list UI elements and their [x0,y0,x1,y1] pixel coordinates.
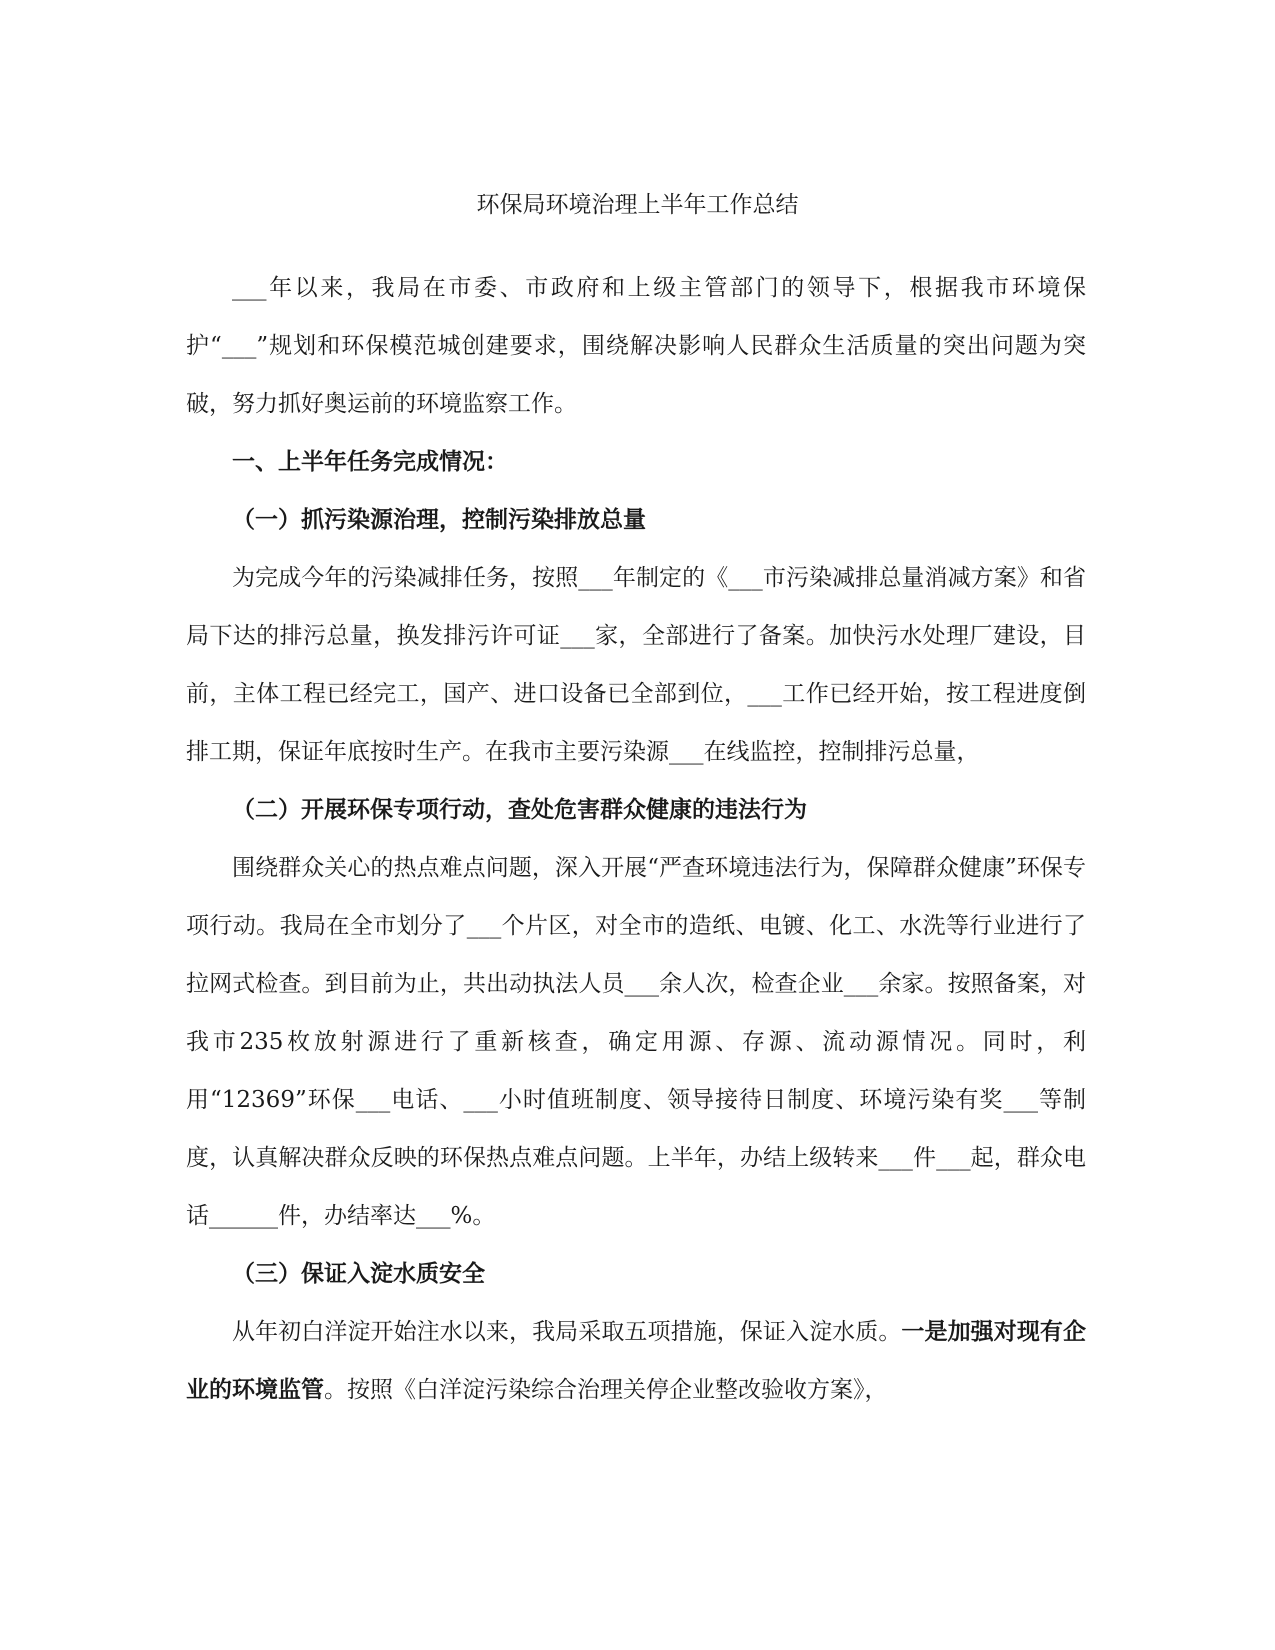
intro-paragraph: ___年以来，我局在市委、市政府和上级主管部门的领导下，根据我市环境保护“___”规划和环保模范城创建要求，围绕解决影响人民群众生活质量的突出问题为突破，努力抓好奥运前的环境监察工作。 [186,275,1086,417]
subsection-body-1: 为完成今年的污染减排任务，按照___年制定的《___市污染减排总量消减方案》和省局下达的排污总量，换发排污许可证___家，全部进行了备案。加快污水处理厂建设，目前，主体工程已经完工，国产、进口设备已全部到位，___工作已经开始，按工程进度倒排工期，保证年底按时生产。在我市主要污染源___在线监控，控制排污总量， [186,565,1087,765]
subsection-heading-1: （一）抓污染源治理，控制污染排放总量 [232,506,646,533]
subsection-body-2: 围绕群众关心的热点难点问题，深入开展“严查环境违法行为，保障群众健康”环保专项行动。我局在全市划分了___个片区，对全市的造纸、电镀、化工、水洗等行业进行了拉网式检查。到目前为止，共出动执法人员___余人次，检查企业___余家。按照备案，对我市235枚放射源进行了重新核查，确定用源、存源、流动源情况。同时，利用“12369”环保___电话、___小时值班制度、领导接待日制度、环境污染有奖___等制度，认真解决群众反映的环保热点难点问题。上半年，办结上级转来___件___起，群众电话______件，办结率达___%。 [186,855,1086,1229]
section-heading-1: 一、上半年任务完成情况： [232,448,508,475]
subsection-body-3-end: 。按照《白洋淀污染综合治理关停企业整改验收方案》， [324,1377,888,1403]
subsection-body-3-start: 从年初白洋淀开始注水以来，我局采取五项措施，保证入淀水质。 [232,1319,902,1345]
document-title: 环保局环境治理上半年工作总结 [476,192,799,218]
subsection-body-3 [186,1303,1086,1419]
subsection-body-3-bold: 一是加强对现有企业的环境监管 [186,1318,1087,1403]
document-body [186,259,1086,1419]
subsection-heading-3: （三）保证入淀水质安全 [232,1260,485,1287]
subsection-heading-2: （二）开展环保专项行动，查处危害群众健康的违法行为 [232,796,807,823]
